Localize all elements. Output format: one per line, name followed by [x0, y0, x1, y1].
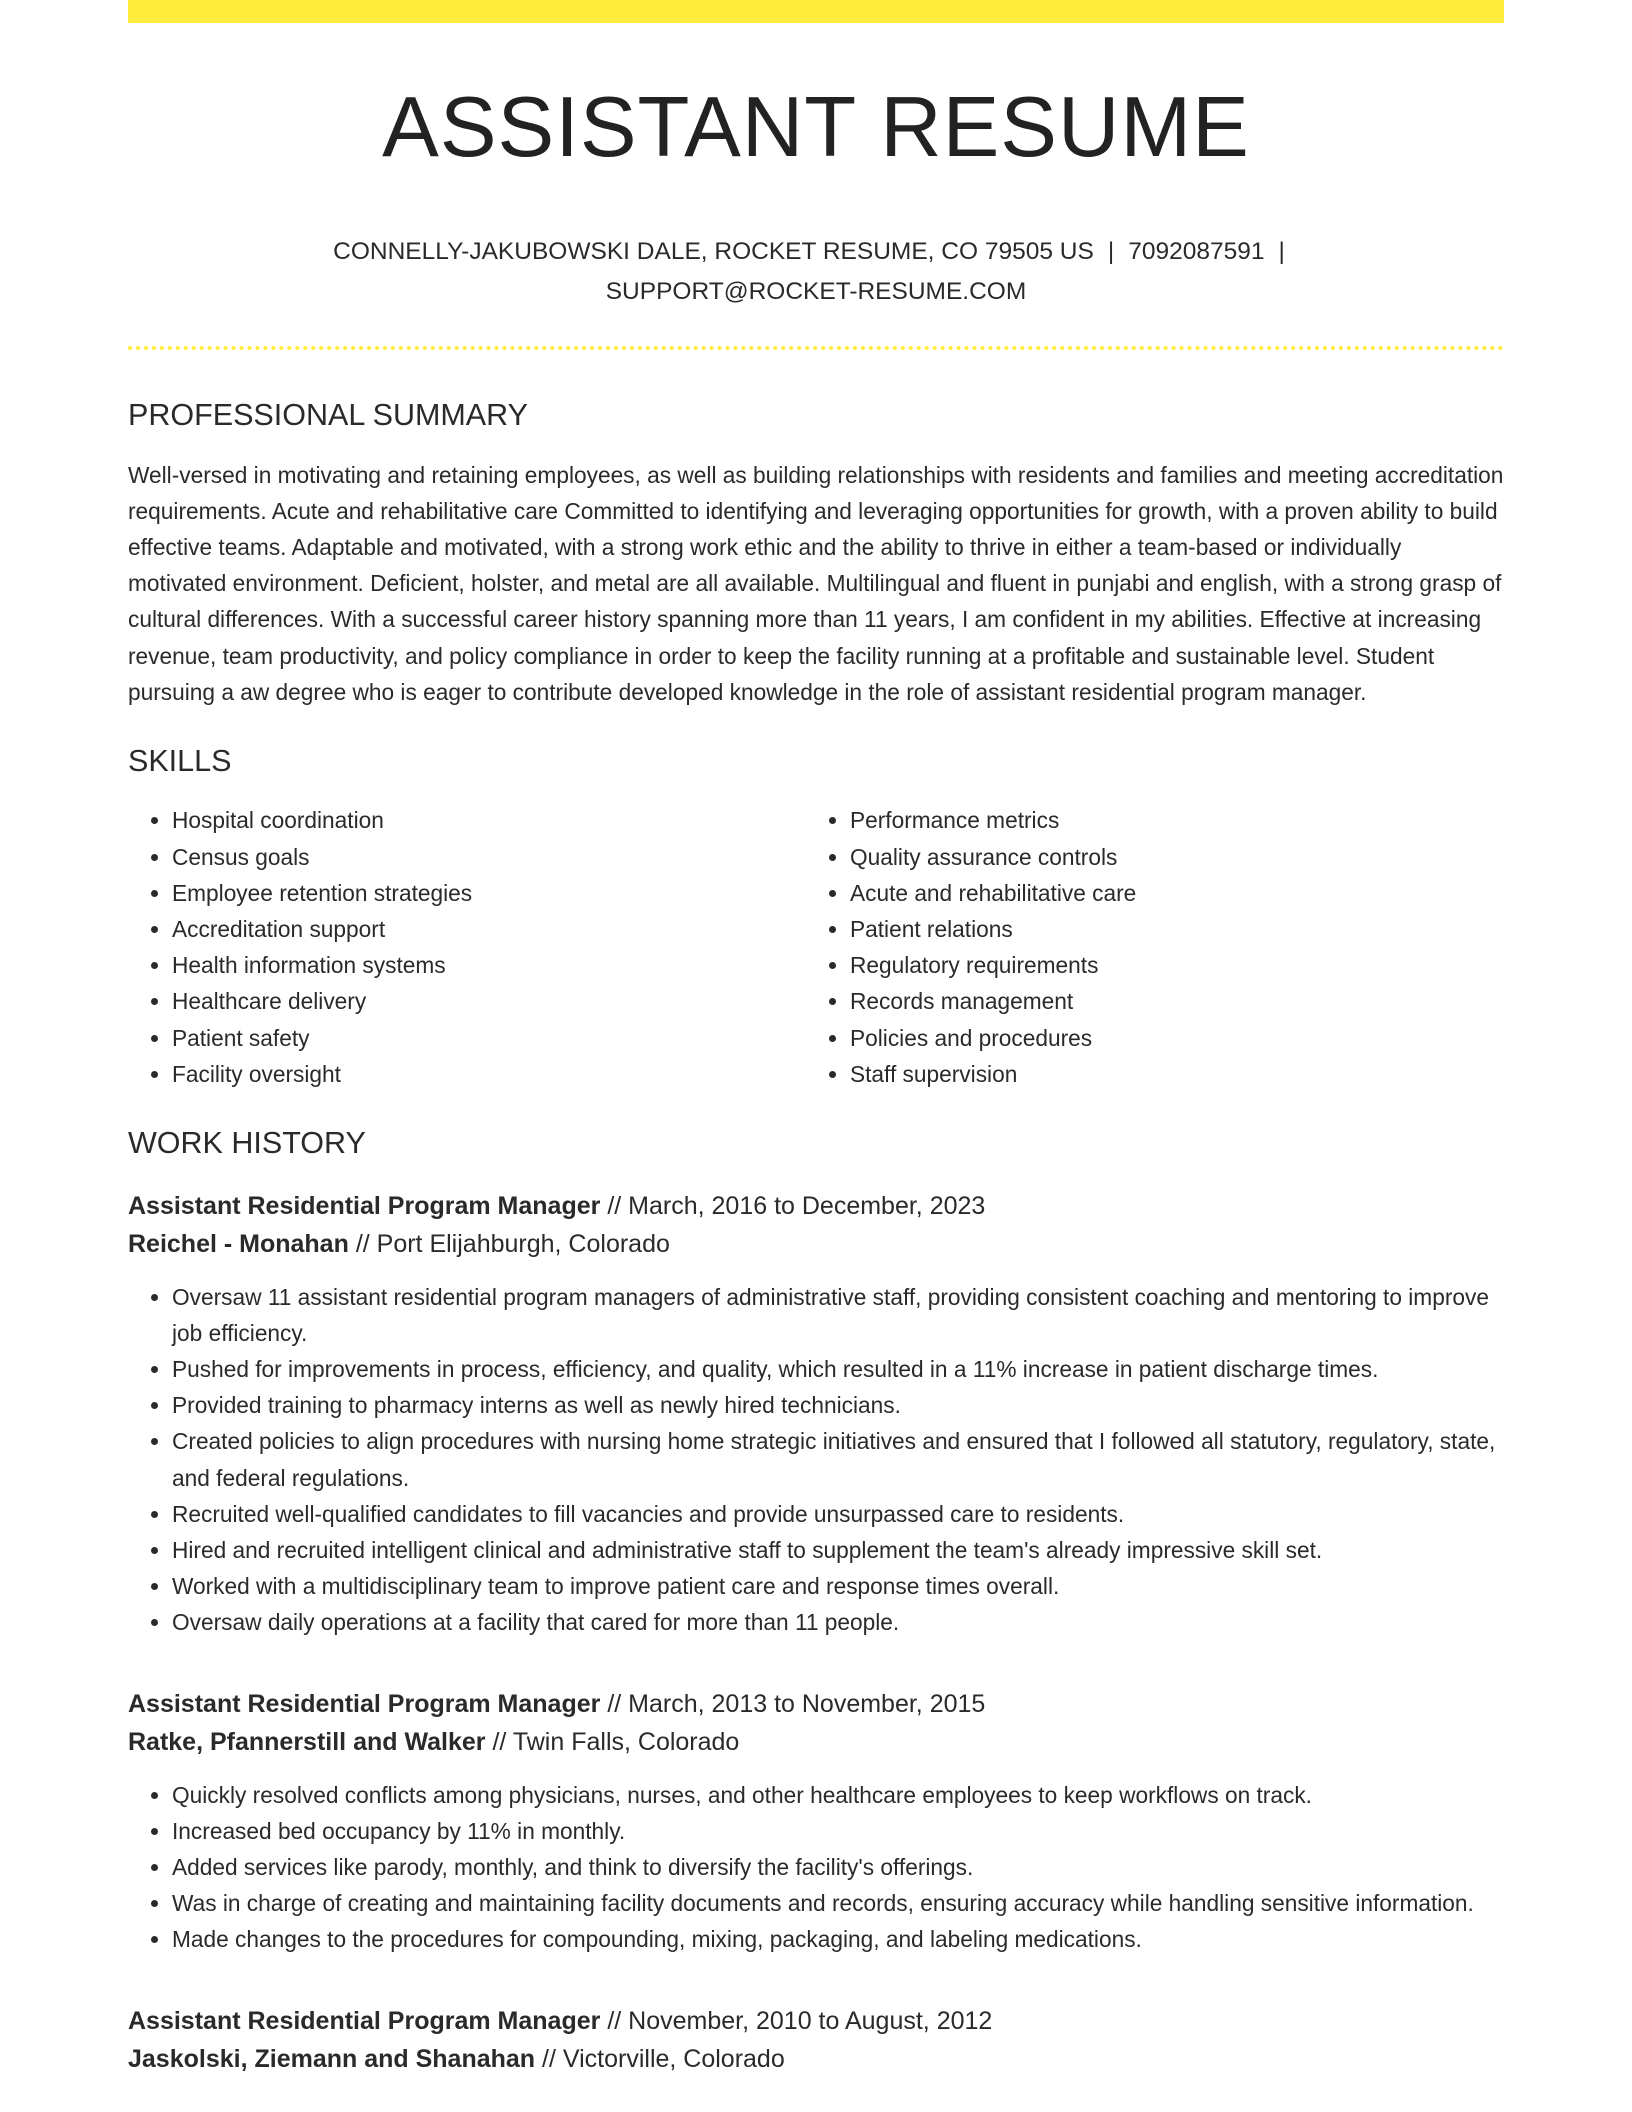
job-bullet: • Hired and recruited intelligent clinical and administrative staff to supplement the team's already impressive skill set. — [172, 1532, 1504, 1568]
skill-item: • Accreditation support — [172, 911, 806, 947]
skill-item: • Acute and rehabilitative care — [850, 875, 1484, 911]
skill-item: • Healthcare delivery — [172, 983, 806, 1019]
job-entry — [128, 1187, 1504, 1641]
job-title: Assistant Residential Program Manager — [128, 2006, 601, 2035]
job-title-line — [128, 1187, 1504, 1225]
job-bullet: • Worked with a multidisciplinary team to improve patient care and response times overall. — [172, 1568, 1504, 1604]
skill-item: • Hospital coordination — [172, 802, 806, 838]
job-company-line — [128, 1723, 1504, 1761]
job-title-line — [128, 1685, 1504, 1723]
job-title: Assistant Residential Program Manager — [128, 1689, 601, 1718]
skill-item: • Staff supervision — [850, 1056, 1484, 1092]
job-bullets — [128, 1279, 1504, 1641]
skill-item: • Policies and procedures — [850, 1020, 1484, 1056]
contact-separator: | — [1107, 238, 1115, 265]
job-company-line — [128, 1225, 1504, 1263]
skills-column-left — [128, 802, 806, 1092]
job-title-line — [128, 2002, 1504, 2040]
job-dates: // March, 2013 to November, 2015 — [600, 1689, 986, 1718]
dotted-divider — [128, 346, 1504, 350]
job-bullet: • Oversaw daily operations at a facility that cared for more than 11 people. — [172, 1604, 1504, 1640]
job-location: // Twin Falls, Colorado — [485, 1727, 740, 1756]
job-bullet: • Provided training to pharmacy interns as well as newly hired technicians. — [172, 1387, 1504, 1423]
skill-item: • Patient safety — [172, 1020, 806, 1056]
summary-text: Well-versed in motivating and retaining employees, as well as building relationships with residents and families and meeting accreditation requirements. Acute and rehabilitative care Committed to identifying and leveraging opportunities for growth, with a proven ability to build effective teams. Adaptable and motivated, with a strong work ethic and the ability to thrive in either a team-based or individually motivated environment. Deficient, holster, and metal are all available. Multilingual and fluent in punjabi and english, with a strong grasp of cultural differences. With a successful career history spanning more than 11 years, I am confident in my abilities. Effective at increasing revenue, team productivity, and policy compliance in order to keep the facility running at a profitable and sustainable level. Student pursuing a aw degree who is eager to contribute developed knowledge in the role of assistant residential program manager. — [128, 461, 1504, 705]
job-company: Ratke, Pfannerstill and Walker — [128, 1727, 486, 1756]
job-bullet: • Recruited well-qualified candidates to fill vacancies and provide unsurpassed care to residents. — [172, 1496, 1504, 1532]
job-company: Jaskolski, Ziemann and Shanahan — [128, 2044, 536, 2073]
job-bullet: • Increased bed occupancy by 11% in monthly. — [172, 1813, 1504, 1849]
contact-line-1 — [128, 232, 1504, 272]
skill-item: • Census goals — [172, 839, 806, 875]
resume-title: ASSISTANT RESUME — [382, 80, 1250, 175]
skill-item: • Regulatory requirements — [850, 947, 1484, 983]
contact-separator: | — [1278, 238, 1285, 265]
job-bullet: • Was in charge of creating and maintaining facility documents and records, ensuring accuracy while handling sensitive information. — [172, 1885, 1504, 1921]
job-location: // Port Elijahburgh, Colorado — [348, 1229, 670, 1258]
job-bullet: • Pushed for improvements in process, efficiency, and quality, which resulted in a 11% increase in patient discharge times. — [172, 1351, 1504, 1387]
job-bullet: • Added services like parody, monthly, and think to diversify the facility's offerings. — [172, 1849, 1504, 1885]
job-bullets — [128, 1777, 1504, 1958]
contact-email: SUPPORT@ROCKET-RESUME.COM — [605, 278, 1027, 305]
job-bullet: • Quickly resolved conflicts among physicians, nurses, and other healthcare employees to keep workflows on track. — [172, 1777, 1504, 1813]
job-location: // Victorville, Colorado — [535, 2044, 785, 2073]
skills-heading: SKILLS — [128, 743, 232, 778]
contact-address: CONNELLY-JAKUBOWSKI DALE, ROCKET RESUME, CO 79505 US — [333, 238, 1094, 265]
skill-item: • Records management — [850, 983, 1484, 1019]
job-dates: // November, 2010 to August, 2012 — [600, 2006, 993, 2035]
job-bullet: • Oversaw 11 assistant residential program managers of administrative staff, providing consistent coaching and mentoring to improve job efficiency. — [172, 1279, 1504, 1351]
accent-bar — [128, 0, 1504, 23]
contact-block — [128, 232, 1504, 312]
resume-page — [128, 0, 1504, 2078]
job-company-line — [128, 2040, 1504, 2078]
job-company: Reichel - Monahan — [128, 1229, 349, 1258]
skill-item: • Employee retention strategies — [172, 875, 806, 911]
skill-item: • Facility oversight — [172, 1056, 806, 1092]
skills-grid — [128, 802, 1504, 1092]
job-bullet: • Made changes to the procedures for compounding, mixing, packaging, and labeling medications. — [172, 1921, 1504, 1957]
skill-item: • Health information systems — [172, 947, 806, 983]
skill-item: • Patient relations — [850, 911, 1484, 947]
job-entry — [128, 1685, 1504, 1958]
summary-heading: PROFESSIONAL SUMMARY — [128, 398, 528, 432]
job-entry — [128, 2002, 1504, 2078]
work-history-heading: WORK HISTORY — [128, 1126, 366, 1161]
job-dates: // March, 2016 to December, 2023 — [600, 1191, 986, 1220]
skill-item: • Performance metrics — [850, 802, 1484, 838]
skills-column-right — [806, 802, 1484, 1092]
skill-item: • Quality assurance controls — [850, 839, 1484, 875]
contact-phone: 7092087591 — [1128, 238, 1265, 265]
job-title: Assistant Residential Program Manager — [128, 1191, 601, 1220]
job-bullet: • Created policies to align procedures with nursing home strategic initiatives and ensured that I followed all statutory, regulatory, state, and federal regulations. — [172, 1423, 1504, 1495]
